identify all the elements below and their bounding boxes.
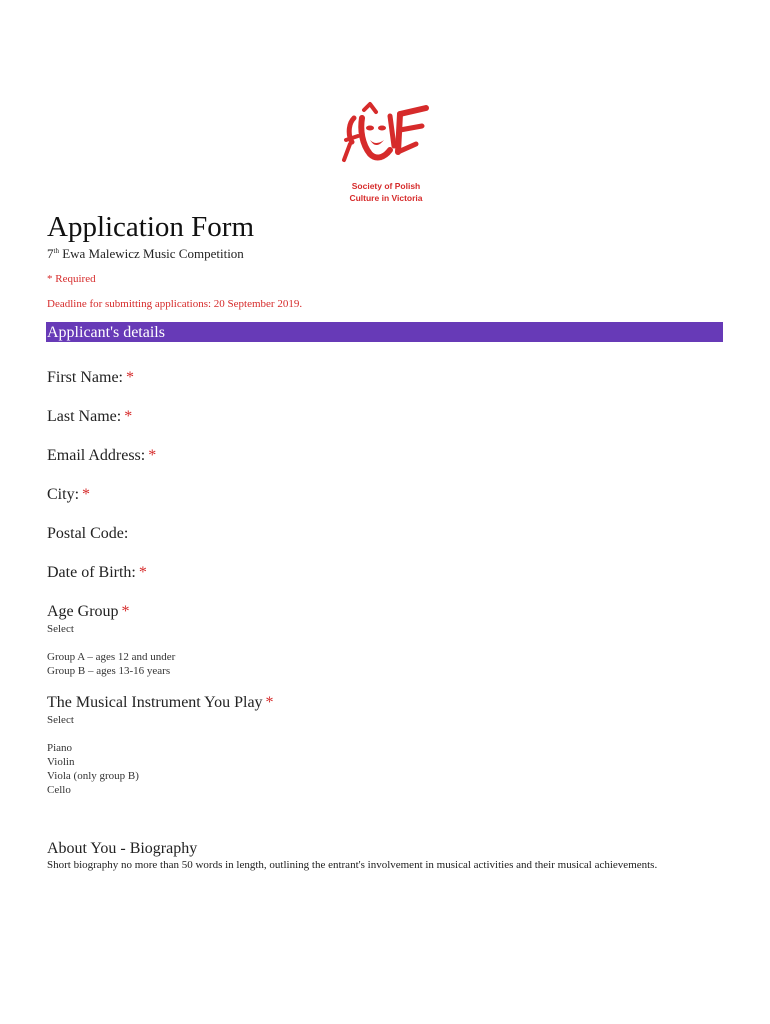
required-note: * Required [47,273,96,285]
city-label: City: [47,486,80,503]
date-of-birth-label: Date of Birth: [47,564,136,581]
instrument-option[interactable]: Cello [47,784,71,796]
subtitle-text: Ewa Malewicz Music Competition [58,246,244,261]
biography-heading: About You - Biography [47,840,198,857]
required-asterisk: * [138,564,147,581]
postal-code-field[interactable] [47,524,128,544]
age-group-question [47,602,130,622]
form-title: Application Form [47,211,255,243]
date-of-birth-field[interactable] [47,563,147,583]
theatre-masks-logo-icon [340,100,432,170]
required-asterisk: * [265,694,274,711]
required-asterisk: * [124,408,133,425]
instrument-option[interactable]: Violin [47,756,75,768]
age-group-option[interactable]: Group A – ages 12 and under [47,651,176,663]
instrument-option[interactable]: Piano [47,742,73,754]
subtitle-ordinal-suffix: th [53,247,59,255]
instrument-option[interactable]: Viola (only group B) [47,770,139,782]
section-header-applicant-details: Applicant's details [46,322,723,342]
required-asterisk: * [148,447,157,464]
required-asterisk: * [82,486,91,503]
instrument-question [47,693,274,713]
instrument-label: The Musical Instrument You Play [47,694,263,711]
city-field[interactable] [47,485,90,505]
email-field[interactable] [47,446,156,466]
required-asterisk: * [121,603,130,620]
required-asterisk: * [126,369,134,386]
deadline-note: Deadline for submitting applications: 20 September 2019. [47,298,303,310]
organization-name [326,180,446,204]
postal-code-label: Postal Code: [47,525,129,542]
first-name-field[interactable] [47,368,134,388]
last-name-label: Last Name: [47,408,122,425]
subtitle-ordinal: 7 [47,246,54,261]
biography-description: Short biography no more than 50 words in length, outlining the entrant's involvement in musical activities and their musical achievements. [47,859,658,871]
email-label: Email Address: [47,447,146,464]
first-name-label: First Name: [47,369,123,386]
instrument-select[interactable]: Select [47,714,74,726]
age-group-label: Age Group [47,603,119,620]
age-group-option[interactable]: Group B – ages 13-16 years [47,665,171,677]
form-subtitle [47,243,244,262]
last-name-field[interactable] [47,407,132,427]
organization-name-line2: Culture in Victoria [349,193,423,203]
age-group-select[interactable]: Select [47,623,74,635]
organization-name-line1: Society of Polish [351,181,421,191]
